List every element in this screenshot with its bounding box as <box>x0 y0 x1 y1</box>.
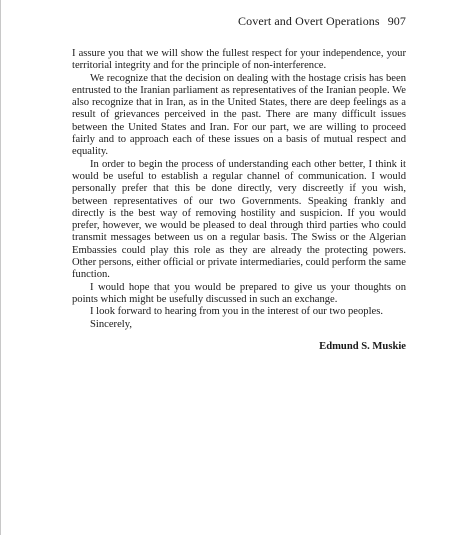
paragraph-3: In order to begin the process of understanding each other better, I think it would be useful to establish a regular channel of communication. I would personally prefer that this be done directly, very discreetly if you wish, between representatives of our two Governments. Speaking frankly and directly is the best way of removing hostility and suspicion. If you would prefer, however, we would be pleased to deal through third parties who could transmit messages between us on a regular basis. The Swiss or the Algerian Embassies could play this role as they are already the protecting powers. Other persons, either official or private intermediaries, could perform the same function. <box>72 158 406 281</box>
running-header <box>238 14 406 29</box>
letter-body <box>72 48 406 353</box>
page-edge <box>0 0 1 535</box>
page-number: 907 <box>387 14 406 28</box>
closing-salutation: Sincerely, <box>90 318 132 330</box>
paragraph-4: I would hope that you would be prepared to give us your thoughts on points which might be usefully discussed in such an exchange. <box>72 281 406 305</box>
paragraph-2: We recognize that the decision on dealing with the hostage crisis has been entrusted to the Iranian parliament as representatives of the Iranian people. We also recognize that in Iran, as in the United States, there are deep feelings as a result of grievances perceived in the past. There are many difficult issues between the United States and Iran. For our part, we are willing to proceed fairly and to approach each of these issues on a basis of mutual respect and equality. <box>72 72 406 158</box>
section-title: Covert and Overt Operations <box>238 14 380 28</box>
paragraph-5: I look forward to hearing from you in the interest of our two peoples. <box>90 306 384 318</box>
signature: Edmund S. Muskie <box>319 340 406 352</box>
paragraph-1: I assure you that we will show the fullest respect for your independence, your territorial integrity and for the principle of non-interference. <box>72 48 406 72</box>
